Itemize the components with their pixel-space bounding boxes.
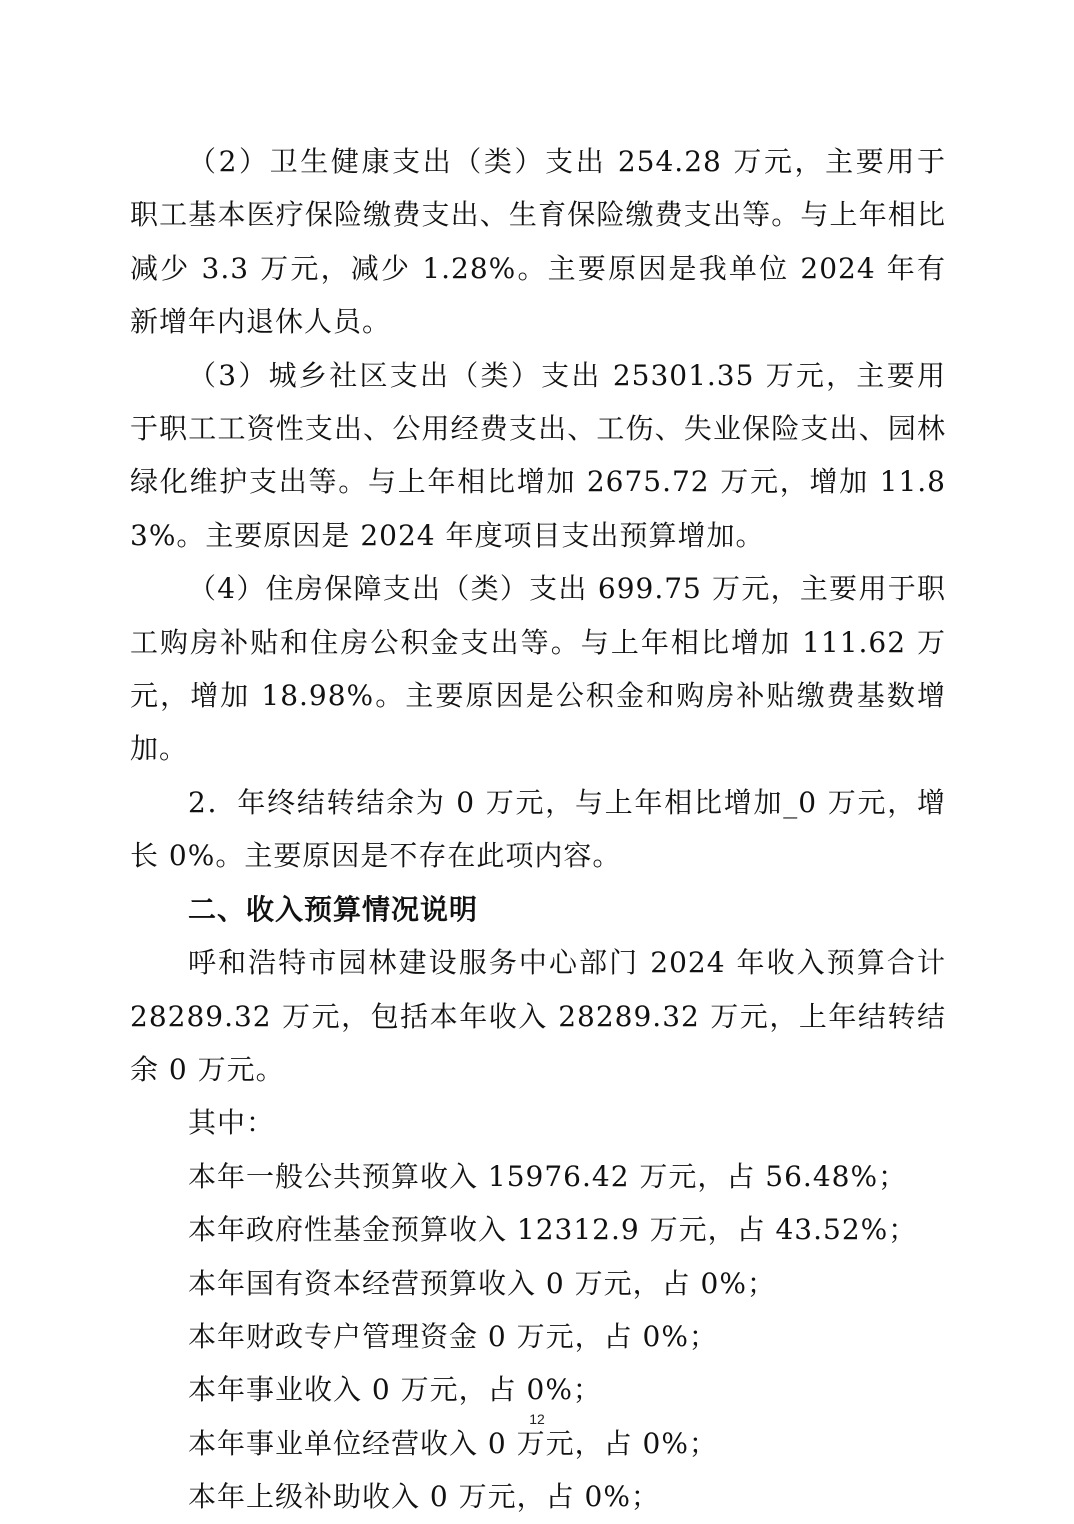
paragraph-health-expenditure: （2）卫生健康支出（类）支出 254.28 万元，主要用于 职工基本医疗保险缴费支出、生育保险缴费支出等。与上年相比减少 3.3 万元，减少 1.28%。主要原因是我单位 2024 年有新增年内退休人员。 — [130, 145, 946, 339]
paragraph-year-end-balance: 2．年终结转结余为 0 万元，与上年相比增加_0 万元，增长 0%。主要原因是不存在此项内容。 — [130, 785, 946, 873]
income-item: 本年国有资本经营预算收入 0 万元，占 0%； — [188, 1266, 776, 1300]
income-item: 本年事业单位经营收入 0 万元，占 0%； — [188, 1426, 718, 1460]
income-item: 本年政府性基金预算收入 12312.9 万元，占 43.52%； — [188, 1213, 918, 1247]
section-heading-income-budget: 二、收入预算情况说明 — [188, 892, 479, 926]
income-item-list — [130, 1150, 946, 1524]
paragraph-urban-rural-expenditure: （3）城乡社区支出（类）支出 25301.35 万元，主要用于职工工资性支出、公用经费支出、工伤、失业保险支出、园林绿化维护支出等。与上年相比增加 2675.72 万元，增加 11.83%。主要原因是 2024 年度项目支出预算增加。 — [130, 358, 946, 552]
income-item: 本年财政专户管理资金 0 万元，占 0%； — [188, 1319, 718, 1353]
income-item: 本年事业收入 0 万元，占 0%； — [188, 1373, 602, 1407]
income-item: 本年上级补助收入 0 万元，占 0%； — [188, 1480, 660, 1514]
among-label: 其中： — [188, 1106, 276, 1140]
document-body — [130, 135, 946, 1524]
income-item: 本年一般公共预算收入 15976.42 万元，占 56.48%； — [188, 1159, 908, 1193]
page-number: 12 — [529, 1411, 545, 1427]
paragraph-income-intro: 呼和浩特市园林建设服务中心部门 2024 年收入预算合计 28289.32 万元，包括本年收入 28289.32 万元，上年结转结余 0 万元。 — [130, 946, 946, 1086]
paragraph-housing-expenditure: （4）住房保障支出（类）支出 699.75 万元，主要用于职工购房补贴和住房公积金支出等。与上年相比增加 111.62 万元，增加 18.98%。主要原因是公积金和购房补贴缴费基数增加。 — [130, 572, 946, 766]
